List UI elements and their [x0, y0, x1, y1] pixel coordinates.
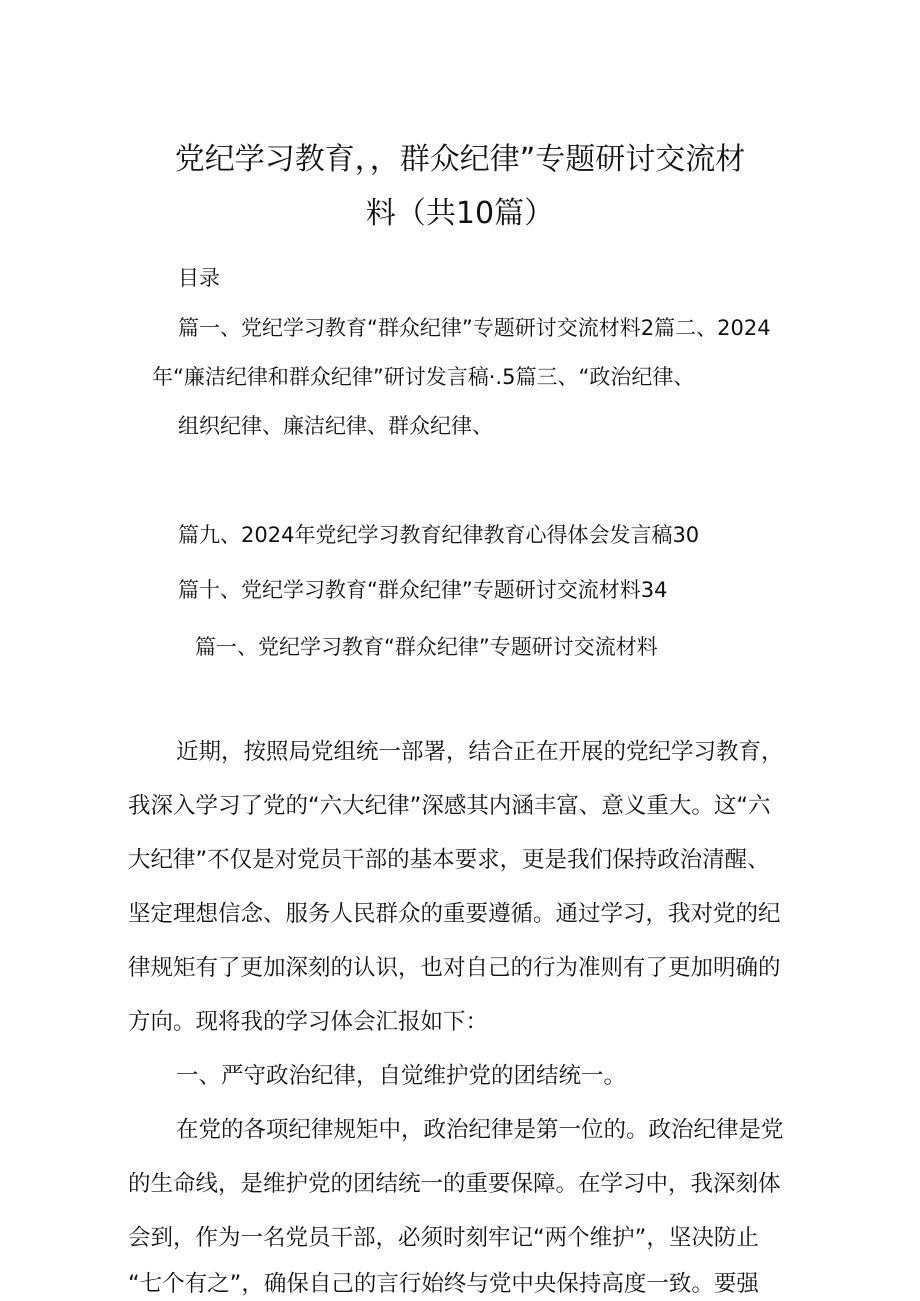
toc-line: 组织纪律、廉洁纪律、群众纪律、	[178, 414, 493, 438]
document-title	[120, 133, 800, 241]
body-line: “七个有之”，确保自己的言行始终与党中央保持高度一致。要强	[128, 1271, 759, 1297]
title-line-2: 料（共10篇）	[365, 196, 555, 231]
body-subheading: 一、严守政治纪律，自觉维护党的团结统一。	[176, 1063, 627, 1089]
toc-line: 篇一、党纪学习教育“群众纪律”专题研讨交流材料2篇二、2024	[178, 316, 771, 340]
toc-heading: 目录	[178, 266, 220, 290]
body-line: 的生命线，是维护党的团结统一的重要保障。在学习中，我深刻体	[128, 1171, 781, 1197]
body-line: 律规矩有了更加深刻的认识，也对自己的行为准则有了更加明确的	[128, 955, 781, 981]
body-line: 大纪律”不仅是对党员干部的基本要求，更是我们保持政治清醒、	[128, 847, 770, 873]
toc-line: 篇九、2024年党纪学习教育纪律教育心得体会发言稿30	[178, 523, 700, 547]
section-heading: 篇一、党纪学习教育“群众纪律”专题研讨交流材料	[195, 635, 658, 659]
body-line: 我深入学习了党的“六大纪律”深感其内涵丰富、意义重大。这“六	[128, 793, 771, 819]
toc-line: 年“廉洁纪律和群众纪律”研讨发言稿·.5篇三、“政治纪律、	[152, 365, 695, 389]
body-line: 近期，按照局党组统一部署，结合正在开展的党纪学习教育，	[176, 739, 784, 765]
body-line: 坚定理想信念、服务人民群众的重要遵循。通过学习，我对党的纪	[128, 901, 781, 927]
body-line: 在党的各项纪律规矩中，政治纪律是第一位的。政治纪律是党	[176, 1117, 784, 1143]
body-line: 方向。现将我的学习体会汇报如下：	[128, 1009, 489, 1035]
body-line: 会到，作为一名党员干部，必须时刻牢记“两个维护”，坚决防止	[128, 1225, 759, 1251]
toc-line: 篇十、党纪学习教育“群众纪律”专题研讨交流材料34	[178, 578, 668, 602]
title-line-1: 党纪学习教育，，群众纪律”专题研讨交流材	[174, 142, 746, 177]
